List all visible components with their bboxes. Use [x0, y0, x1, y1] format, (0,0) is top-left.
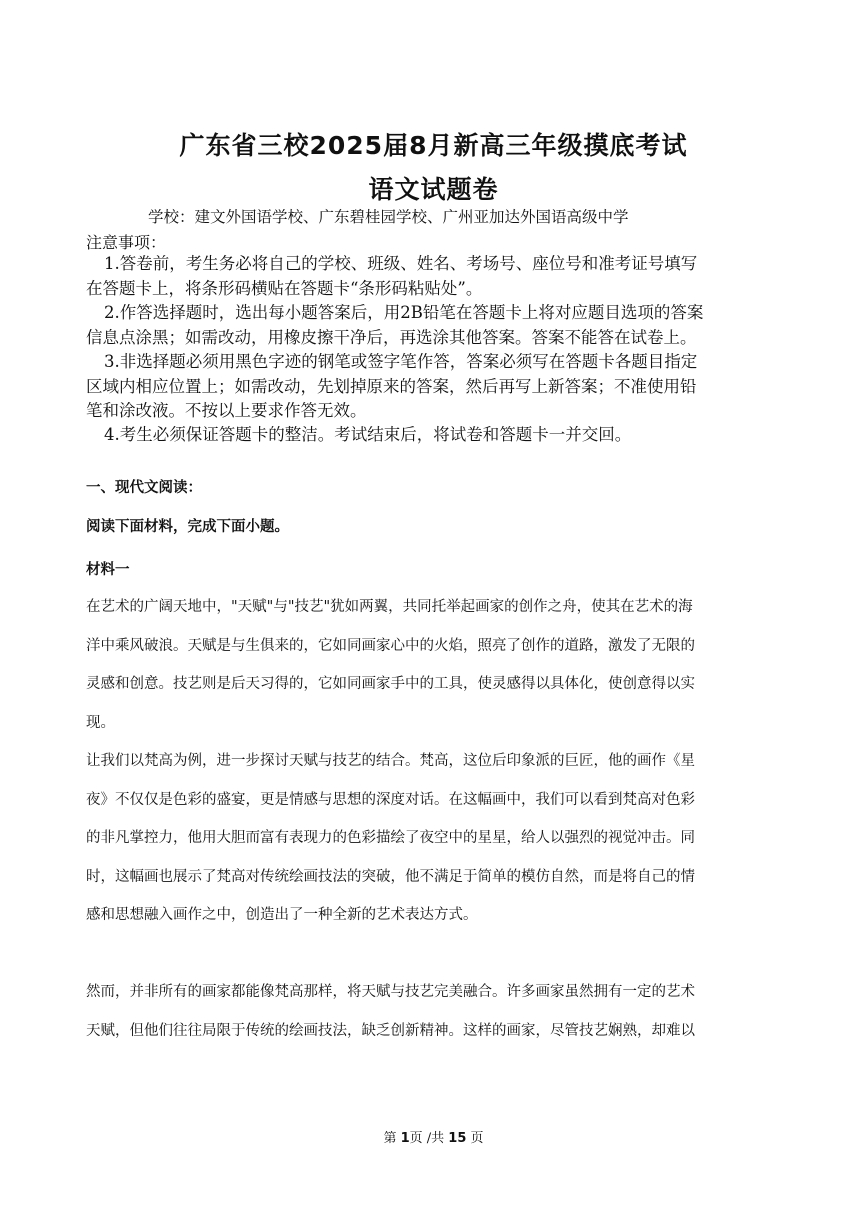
note-line: 信息点涂黑；如需改动，用橡皮擦干净后，再选涂其他答案。答案不能答在试卷上。	[86, 327, 697, 347]
exam-subtitle: 语文试题卷	[368, 175, 499, 204]
note-item	[86, 423, 786, 448]
paragraph-line: 然而，并非所有的画家都能像梵高那样，将天赋与技艺完美融合。许多画家虽然拥有一定的艺术	[86, 984, 695, 1000]
paragraph-line: 时，这幅画也展示了梵高对传统绘画技法的突破，他不满足于简单的模仿自然，而是将自己的情	[86, 868, 695, 885]
note-line: 2.作答选择题时，选出每小题答案后，用2B铅笔在答题卡上将对应题目选项的答案	[104, 303, 704, 322]
paragraph-line: 天赋，但他们往往局限于传统的绘画技法，缺乏创新精神。这样的画家，尽管技艺娴熟，却难以	[86, 1022, 695, 1039]
paragraph-line: 让我们以梵高为例，进一步探讨天赋与技艺的结合。梵高，这位后印象派的巨匠，他的画作《星	[86, 753, 695, 769]
note-item	[86, 301, 786, 350]
paragraph-line: 现。	[86, 714, 115, 731]
paragraph-line: 灵感和创意。技艺则是后天习得的，它如同画家手中的工具，使灵感得以具体化，使创意得以实	[86, 676, 695, 692]
paragraph-line: 的非凡掌控力，他用大胆而富有表现力的色彩描绘了夜空中的星星，给人以强烈的视觉冲击。同	[86, 830, 695, 846]
paragraph	[86, 973, 786, 1050]
note-line: 3.非选择题必须用黑色字迹的钢笔或签字笔作答，答案必须写在答题卡各题目指定	[104, 352, 698, 371]
paragraph	[86, 742, 786, 935]
page-total: 15	[448, 1131, 467, 1146]
reading-instruction: 阅读下面材料，完成下面小题。	[86, 519, 289, 535]
note-line: 1.答卷前，考生务必将自己的学校、班级、姓名、考场号、座位号和准考证号填写	[104, 254, 698, 273]
paragraph-line: 在艺术的广阔天地中，"天赋"与"技艺"犹如两翼，共同托举起画家的创作之舟，使其在艺术的海	[86, 599, 693, 615]
paragraph	[86, 588, 786, 742]
footer-middle: 页 /共	[409, 1131, 445, 1146]
note-line: 笔和涂改液。不按以上要求作答无效。	[86, 401, 367, 420]
paragraph-line: 洋中乘风破浪。天赋是与生俱来的，它如同画家心中的火焰，照亮了创作的道路，激发了无限的	[86, 637, 695, 654]
notes-heading: 注意事项：	[86, 233, 167, 252]
paragraph-line: 夜》不仅仅是色彩的盛宴，更是情感与思想的深度对话。在这幅画中，我们可以看到梵高对色彩	[86, 791, 695, 808]
note-item	[86, 252, 786, 301]
school-list: 学校：建文外国语学校、广东碧桂园学校、广州亚加达外国语高级中学	[148, 208, 629, 226]
material-label: 材料一	[86, 562, 130, 578]
note-item	[86, 350, 786, 424]
footer-prefix: 第	[383, 1131, 397, 1146]
footer-suffix: 页	[470, 1131, 484, 1146]
section-heading: 一、现代文阅读：	[86, 480, 202, 496]
note-line: 区域内相应位置上；如需改动，先划掉原来的答案，然后再写上新答案；不准使用铅	[86, 376, 697, 396]
note-line: 在答题卡上，将条形码横贴在答题卡“条形码粘贴处”。	[86, 278, 483, 298]
exam-title: 广东省三校2025届8月新高三年级摸底考试	[179, 131, 688, 160]
note-line: 4.考生必须保证答题卡的整洁。考试结束后，将试卷和答题卡一并交回。	[104, 425, 632, 444]
page-footer	[0, 1127, 867, 1146]
page-number: 1	[400, 1131, 410, 1146]
paragraph-line: 感和思想融入画作之中，创造出了一种全新的艺术表达方式。	[86, 907, 478, 923]
